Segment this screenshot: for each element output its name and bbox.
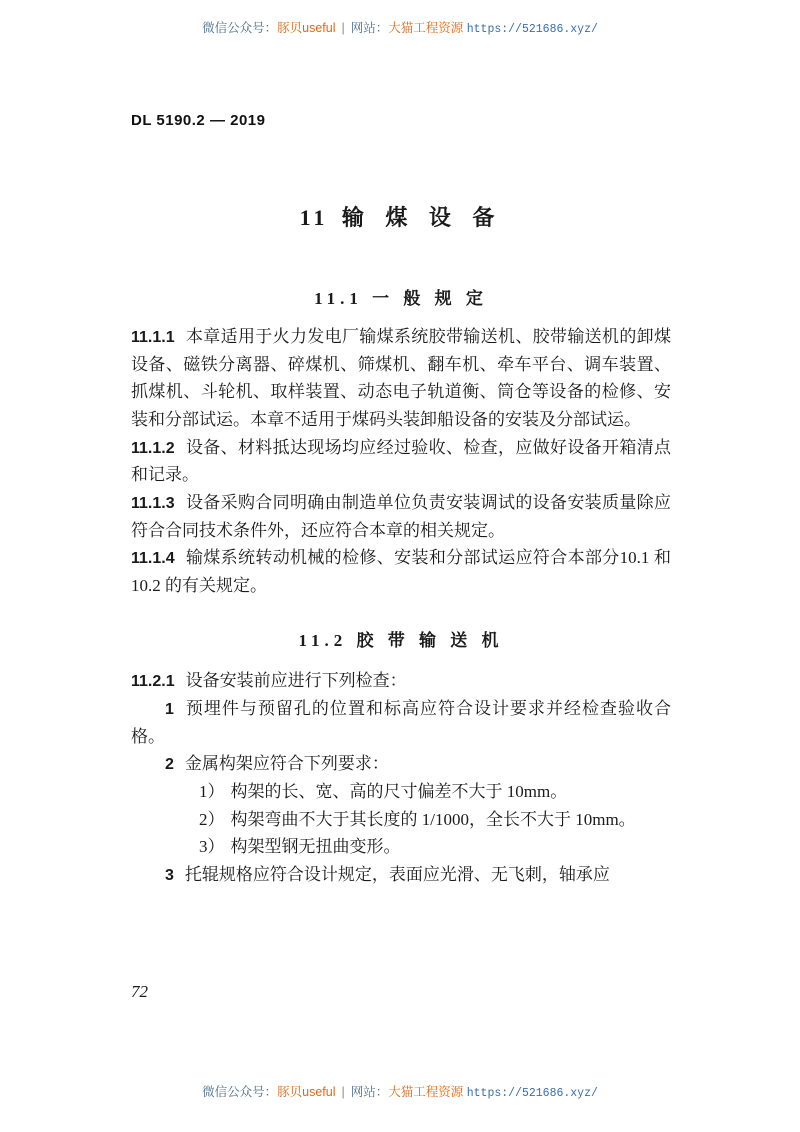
- clause-11-1-4: [131, 544, 671, 599]
- item-number: 2: [165, 756, 174, 774]
- chapter-title: [131, 201, 671, 232]
- list-subitem-2: [131, 806, 671, 834]
- item-number: 3: [165, 866, 174, 884]
- section-title-11-1: [131, 284, 671, 309]
- watermark-bottom: [0, 1086, 800, 1100]
- watermark-separator: |: [341, 1085, 345, 1099]
- page-content: [131, 112, 671, 889]
- clause-text: 设备、材料抵达现场均应经过验收、检查，应做好设备开箱清点和记录。: [131, 437, 671, 485]
- clause-number: 11.1.4: [131, 550, 175, 568]
- list-item-1: [131, 695, 671, 750]
- watermark-url: https://521686.xyz/: [466, 23, 598, 36]
- standard-number: DL 5190.2 — 2019: [131, 112, 266, 129]
- watermark-wechat-label: 微信公众号：: [202, 1085, 278, 1099]
- watermark-site-value: 大猫工程资源: [388, 1085, 464, 1099]
- item-number: 1: [165, 700, 174, 718]
- clause-text: 设备采购合同明确由制造单位负责安装调试的设备安装质量除应符合合同技术条件外，还应符合本章的相关规定。: [131, 492, 671, 540]
- watermark-site-label: 网站：: [350, 1085, 389, 1099]
- subitem-number: 1）: [199, 782, 225, 802]
- subitem-number: 2）: [199, 809, 225, 829]
- subitem-text: 构架的长、宽、高的尺寸偏差不大于 10mm。: [230, 782, 568, 802]
- section-title-11-2: [131, 626, 671, 651]
- page-number: 72: [131, 982, 148, 1001]
- item-text: 托辊规格应符合设计规定，表面应光滑、无飞刺，轴承应: [184, 864, 610, 884]
- subitem-text: 构架弯曲不大于其长度的 1/1000，全长不大于 10mm。: [230, 809, 636, 829]
- clause-11-1-3: [131, 489, 671, 544]
- clause-text: 设备安装前应进行下列检查：: [185, 670, 407, 690]
- watermark-top: [0, 22, 800, 36]
- watermark-separator: |: [341, 21, 345, 35]
- item-text: 预埋件与预留孔的位置和标高应符合设计要求并经检查验收合格。: [131, 698, 671, 746]
- list-subitem-1: [131, 778, 671, 806]
- watermark-url: https://521686.xyz/: [466, 1087, 598, 1100]
- chapter-title-text: 输 煤 设 备: [341, 205, 503, 230]
- section-title-text: 一 般 规 定: [372, 289, 488, 308]
- clause-number: 11.1.3: [131, 494, 175, 512]
- subitem-number: 3）: [199, 837, 225, 857]
- chapter-number: 11: [299, 205, 329, 230]
- watermark-site-value: 大猫工程资源: [388, 21, 464, 35]
- clause-11-2-1: [131, 667, 671, 695]
- watermark-site-label: 网站：: [350, 21, 389, 35]
- list-subitem-3: [131, 833, 671, 861]
- list-item-2: [131, 750, 671, 778]
- section-number: 11.2: [298, 630, 348, 650]
- clause-number: 11.2.1: [131, 672, 175, 690]
- clause-number: 11.1.2: [131, 439, 175, 457]
- watermark-wechat-label: 微信公众号：: [202, 21, 278, 35]
- subitem-text: 构架型钢无扭曲变形。: [230, 837, 401, 857]
- list-item-3: [131, 861, 671, 889]
- clause-text: 输煤系统转动机械的检修、安装和分部试运应符合本部分10.1 和 10.2 的有关规定。: [131, 548, 671, 596]
- watermark-wechat-value: 豚贝useful: [277, 1085, 336, 1099]
- section-number: 11.1: [314, 289, 363, 308]
- clause-11-1-2: [131, 434, 671, 489]
- section-title-text: 胶 带 输 送 机: [356, 630, 504, 650]
- watermark-wechat-value: 豚贝useful: [277, 21, 336, 35]
- clause-11-1-1: [131, 323, 671, 434]
- clause-text: 本章适用于火力发电厂输煤系统胶带输送机、胶带输送机的卸煤设备、磁铁分离器、碎煤机、筛煤机、翻车机、牵车平台、调车装置、抓煤机、斗轮机、取样装置、动态电子轨道衡、筒仓等设备的检修、安装和分部试运。本章不适用于煤码头装卸船设备的安装及分部试运。: [131, 327, 671, 429]
- clause-number: 11.1.1: [131, 329, 175, 346]
- item-text: 金属构架应符合下列要求：: [184, 754, 389, 774]
